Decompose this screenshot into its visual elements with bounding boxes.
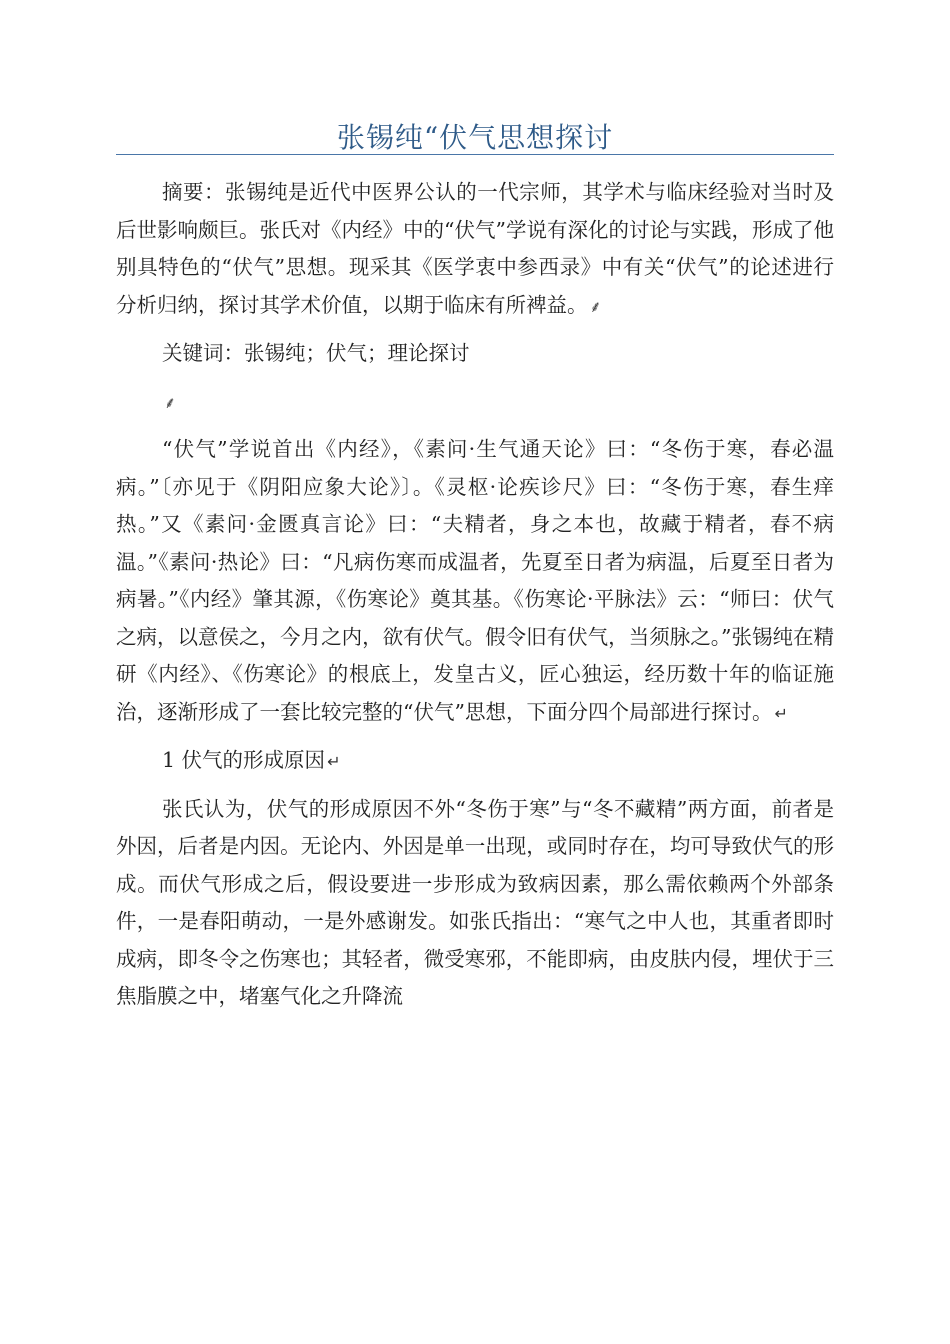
title-underline [116,154,834,155]
paragraph-mark-icon: ⸙ [164,392,177,412]
document-body [116,174,834,1016]
paragraph-mark-icon: ⸙ [589,296,602,316]
abstract-paragraph: 摘要：张锡纯是近代中医界公认的一代宗师，其学术与临床经验对当时及后世影响颇巨。张氏对《内经》中的“伏气”学说有深化的讨论与实践，形成了他别具特色的“伏气”思想。现采其《医学衷中参西录》中有关“伏气”的论述进行分析归纳，探讨其学术价值，以期于临床有所裨益。 ⸙ [116,180,834,317]
section-paragraph: 张氏认为，伏气的形成原因不外“冬伤于寒”与“冬不藏精”两方面，前者是外因，后者是内因。无论内、外因是单一出现，或同时存在，均可导致伏气的形成。而伏气形成之后，假设要进一步形成为致病因素，那么需依赖两个外部条件，一是春阳萌动，一是外感谢发。如张氏指出：“寒气之中人也，其重者即时成病，即冬令之伤寒也；其轻者，微受寒邪，不能即病，由皮肤内侵，埋伏于三焦脂膜之中，堵塞气化之升降流 [116,796,834,1008]
line-break-mark-icon: ↵ [774,703,788,723]
empty-paragraph [116,383,834,422]
intro-paragraph: “伏气”学说首出《内经》，《素问·生气通天论》曰：“冬伤于寒，春必温病。”〔亦见于《阴阳应象大论》〕。《灵枢·论疾诊尺》曰：“冬伤于寒，春生痒热。”又《素问·金匮真言论》曰：“夫精者，身之本也，故藏于精者，春不病温。”《素问·热论》曰：“凡病伤寒而成温者，先夏至日者为病温，后夏至日者为病暑。”《内经》肇其源，《伤寒论》奠其基。《伤寒论·平脉法》云：“师曰：伏气之病，以意侯之，今月之内，欲有伏气。假令旧有伏气，当须脉之。”张锡纯在精研《内经》、《伤寒论》的根底上，发皇古义，匠心独运，经历数十年的临证施治，逐渐形成了一套比较完整的“伏气”思想，下面分四个局部进行探讨。 ↵ [116,437,834,724]
line-break-mark-icon: ↵ [327,752,341,771]
section-heading: 1 伏气的形成原因 ↵ [162,748,341,772]
document-title: 张锡纯“伏气思想探讨 [336,121,614,154]
keywords-paragraph: 关键词：张锡纯；伏气；理论探讨 [162,341,470,365]
